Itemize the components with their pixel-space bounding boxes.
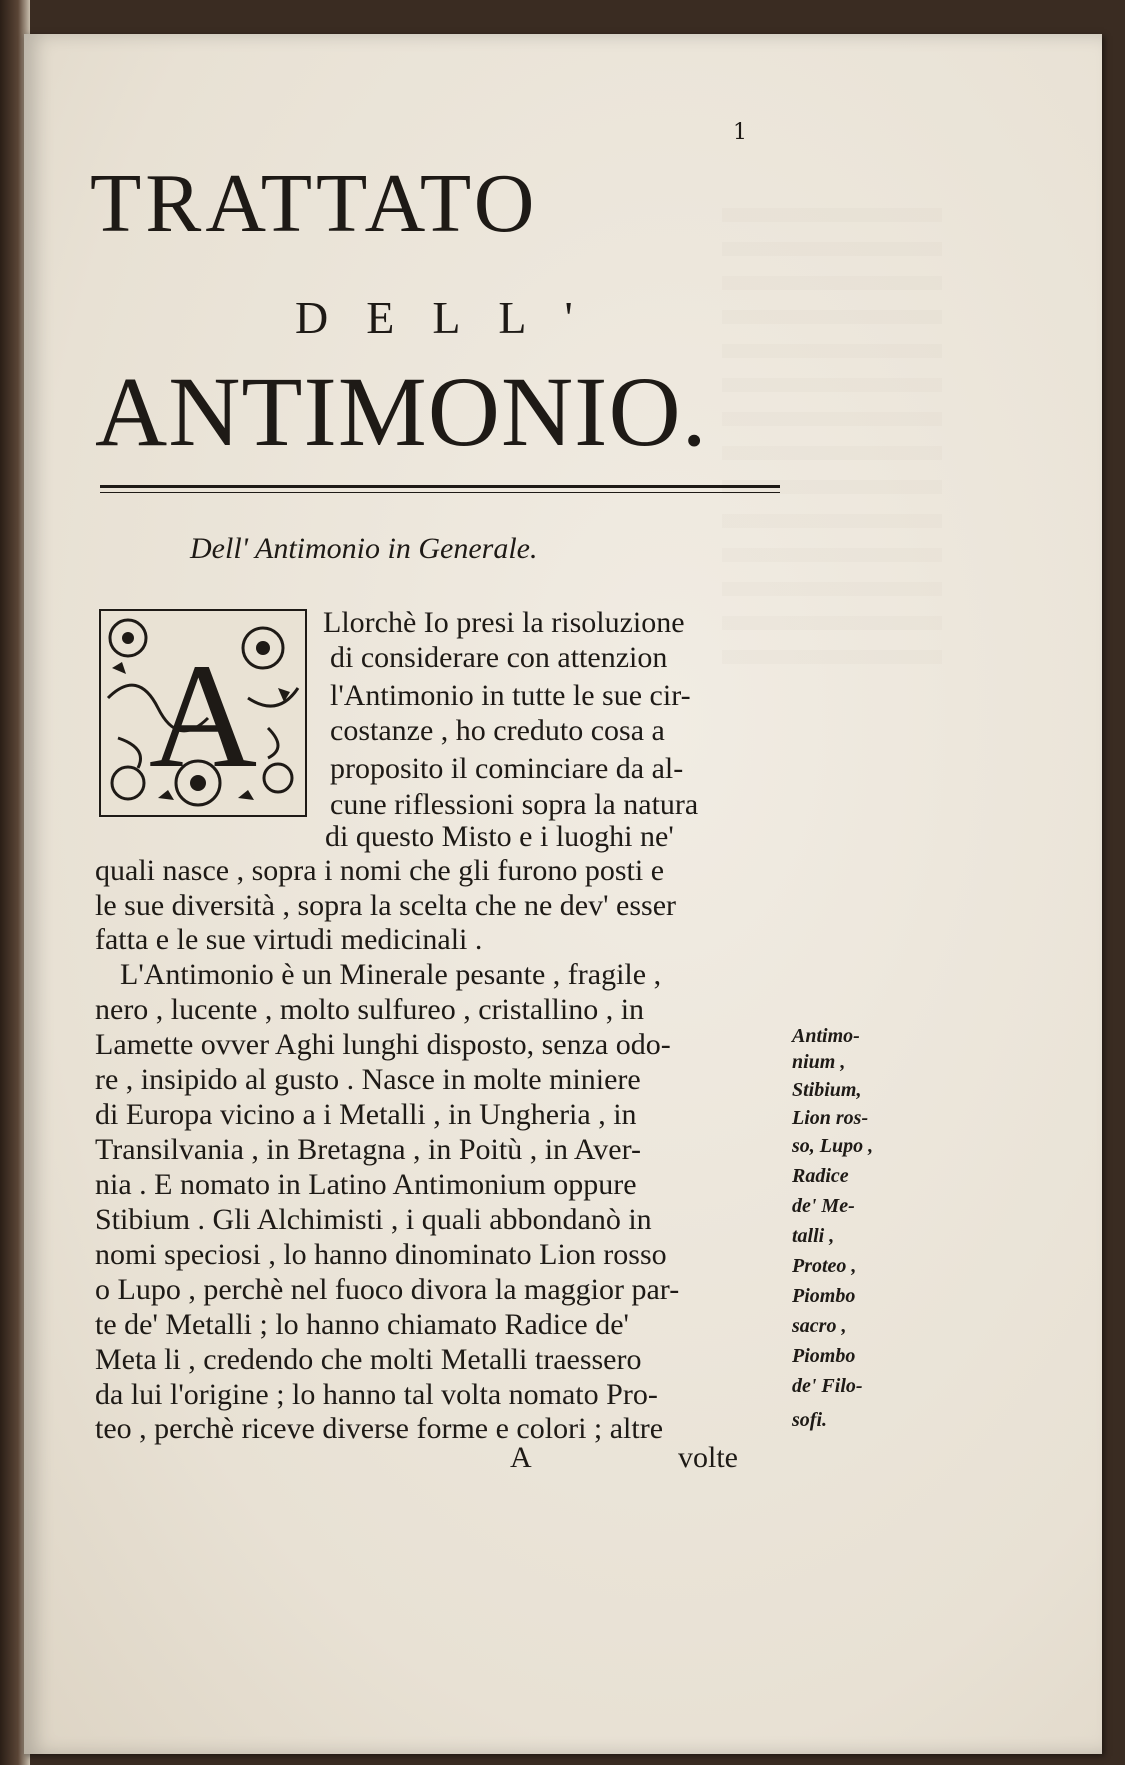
p2-line-10: o Lupo , perchè nel fuoco divora la maggior par-: [95, 1273, 680, 1306]
p2-line-9: nomi speciosi , lo hanno dinominato Lion rosso: [95, 1238, 667, 1271]
title-rule-thick: [100, 485, 780, 488]
catchword: volte: [678, 1441, 738, 1474]
margin-note-6: Radice: [792, 1165, 849, 1187]
margin-note-1: Antimo-: [792, 1025, 860, 1047]
margin-note-11: sacro ,: [792, 1315, 847, 1337]
p1-line-10: fatta e le sue virtudi medicinali .: [95, 923, 483, 956]
p1-line-6: cune riflessioni sopra la natura: [330, 788, 699, 821]
p2-line-14: teo , perchè riceve diverse forme e colori ; altre: [95, 1412, 664, 1445]
p1-line-7: di questo Misto e i luoghi ne': [325, 820, 674, 853]
p2-line-12: Meta li , credendo che molti Metalli traessero: [95, 1343, 642, 1376]
margin-note-2: nium ,: [792, 1051, 846, 1073]
p2-line-3: Lamette ovver Aghi lunghi disposto, senza odo-: [95, 1028, 671, 1061]
margin-note-8: talli ,: [792, 1225, 835, 1247]
margin-note-12: Piombo: [792, 1345, 856, 1367]
p1-line-8: quali nasce , sopra i nomi che gli furono posti e: [95, 854, 665, 887]
title-rule-thin: [100, 492, 780, 493]
margin-note-4: Lion ros-: [792, 1107, 869, 1129]
page-number: 1: [733, 120, 747, 145]
p1-line-2: di considerare con attenzion: [330, 641, 668, 674]
signature-mark: A: [510, 1441, 532, 1474]
margin-note-13: de' Filo-: [792, 1375, 863, 1397]
p2-line-11: te de' Metalli ; lo hanno chiamato Radice de': [95, 1308, 629, 1341]
margin-note-5: so, Lupo ,: [792, 1135, 874, 1157]
title-line-3: ANTIMONIO.: [95, 356, 708, 467]
decorated-initial: [98, 608, 308, 818]
margin-note-7: de' Me-: [792, 1195, 855, 1217]
title-line-2: [295, 292, 573, 343]
p1-line-5: proposito il cominciare da al-: [330, 752, 684, 785]
p2-line-6: Transilvania , in Bretagna , in Poitù , in Aver-: [95, 1133, 642, 1166]
p2-line-2: nero , lucente , molto sulfureo , cristallino , in: [95, 993, 645, 1026]
drop-cap-letter: A: [148, 633, 258, 799]
p1-line-9: le sue diversità , sopra la scelta che ne dev' esser: [95, 889, 677, 922]
p1-line-4: costanze , ho creduto cosa a: [330, 714, 665, 747]
section-heading: Dell' Antimonio in Generale.: [190, 532, 538, 565]
title-line-1: TRATTATO: [90, 157, 539, 250]
p2-line-5: di Europa vicino a i Metalli , in Ungheria , in: [95, 1098, 637, 1131]
p2-line-13: da lui l'origine ; lo hanno tal volta nomato Pro-: [95, 1378, 658, 1411]
p1-line-3: l'Antimonio in tutte le sue cir-: [330, 679, 691, 712]
p2-line-4: re , insipido al gusto . Nasce in molte miniere: [95, 1063, 641, 1096]
p2-line-8: Stibium . Gli Alchimisti , i quali abbondanò in: [95, 1203, 652, 1236]
margin-note-9: Proteo ,: [792, 1255, 857, 1277]
title-line-2-text: DELL: [295, 292, 565, 343]
margin-note-10: Piombo: [792, 1285, 856, 1307]
p2-line-1: L'Antimonio è un Minerale pesante , fragile ,: [120, 958, 662, 991]
p1-line-1: Llorchè Io presi la risoluzione: [323, 606, 685, 639]
p2-line-7: nia . E nomato in Latino Antimonium oppure: [95, 1168, 637, 1201]
margin-note-3: Stibium,: [792, 1079, 862, 1101]
show-through: [722, 204, 942, 664]
floral-initial-icon: [98, 608, 308, 818]
title-line-2-apostrophe: ': [564, 292, 573, 343]
margin-note-14: sofi.: [792, 1409, 827, 1431]
